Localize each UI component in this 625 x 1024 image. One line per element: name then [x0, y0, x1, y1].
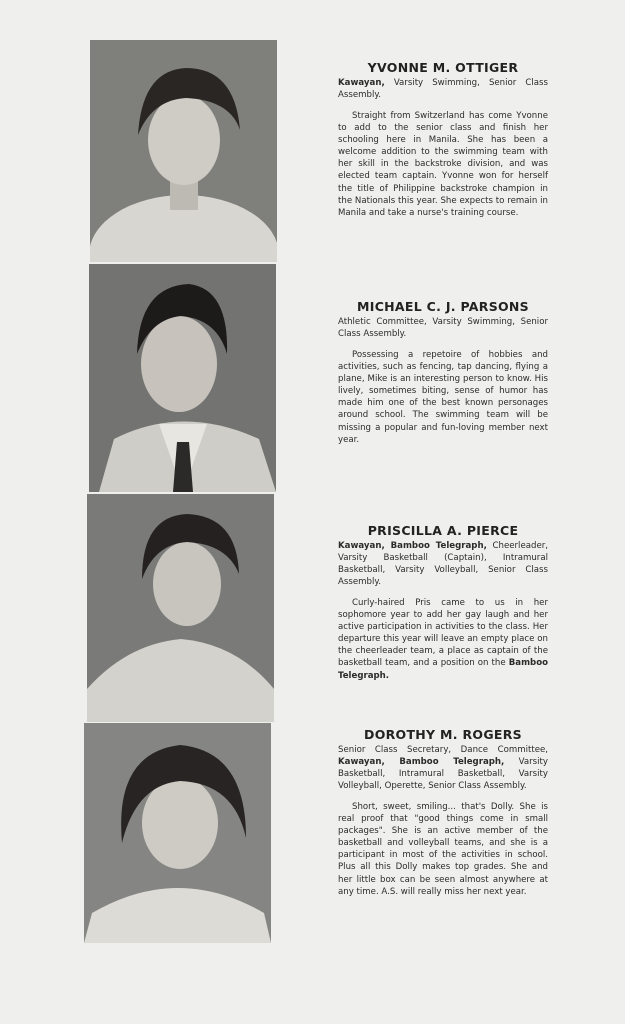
portrait-photo-rogers — [84, 723, 271, 943]
student-activities — [338, 744, 548, 792]
bio-bold-tail: Bamboo Telegraph. — [338, 658, 548, 681]
portrait-photo-ottiger — [90, 40, 277, 262]
activities-text: Varsity Basketball, Intramural Basketball, Varsity Volleyball, Operette, Senior Class Assembly. — [338, 757, 548, 791]
student-name: YVONNE M. OTTIGER — [367, 60, 519, 75]
student-entry-parsons — [338, 299, 548, 446]
student-name: DOROTHY M. ROGERS — [364, 727, 522, 742]
student-bio — [338, 597, 548, 682]
bio-text: Curly-haired Pris came to us in her sophomore year to add her gay laugh and her active participation in activities to the class. Her departure this year will leave an empty place on the cheerleader team, a place as captain of the basketball team, and a position on the — [338, 598, 548, 669]
activities-bold: Kawayan, Bamboo Telegraph, — [338, 541, 487, 551]
student-bio: Straight from Switzerland has come Yvonne to add to the senior class and finish her schooling here in Manila. She has been a welcome addition to the swimming team with her skill in the backstroke division, and was elected team captain. Yvonne won for herself the title of Philippine backstroke champion in the Nationals this year. She expects to remain in Manila and take a nurse's training course. — [338, 111, 548, 218]
portrait-photo-pierce — [87, 494, 274, 722]
activities-text: Athletic Committee, Varsity Swimming, Senior Class Assembly. — [338, 317, 548, 339]
student-entry-ottiger — [338, 60, 548, 219]
activities-bold: Kawayan, — [338, 78, 385, 88]
student-activities — [338, 77, 548, 101]
activities-bold: Kawayan, Bamboo Telegraph, — [338, 757, 505, 767]
activities-text: Cheerleader, Varsity Basketball (Captain), Intramural Basketball, Varsity Volleyball, Senior Class Assembly. — [338, 541, 549, 587]
student-name: MICHAEL C. J. PARSONS — [357, 299, 529, 314]
activities-text: Varsity Swimming, Senior Class Assembly. — [338, 78, 549, 100]
student-activities — [338, 316, 548, 340]
student-bio: Possessing a repetoire of hobbies and activities, such as fencing, tap dancing, flying a plane, Mike is an interesting person to know. His lively, sometimes biting, sense of humor has made him one of the best known personages around school. The swimming team will be missing a popular and fun-loving member next year. — [338, 350, 548, 445]
student-bio: Short, sweet, smiling... that's Dolly. She is real proof that "good things come in small packages". She is an active member of the basketball and volleyball teams, and she is a participant in most of the activities in school. Plus all this Dolly makes top grades. She and her little box can be seen almost anywhere at any time. A.S. will really miss her next year. — [338, 802, 548, 897]
student-entry-pierce — [338, 523, 548, 682]
portrait-photo-parsons — [89, 264, 276, 492]
activities-pre: Senior Class Secretary, Dance Committee, — [338, 745, 548, 755]
student-entry-rogers — [338, 727, 548, 898]
student-activities — [338, 540, 548, 588]
student-name: PRISCILLA A. PIERCE — [367, 523, 519, 538]
